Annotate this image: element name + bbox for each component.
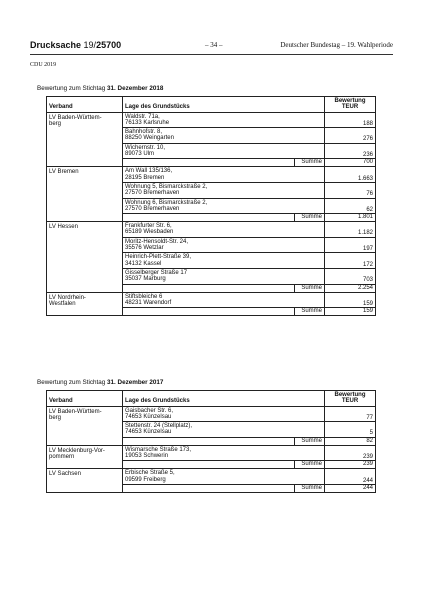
summe-label: Summe (295, 461, 325, 469)
property-row (47, 406, 376, 422)
location-cell: Am Wall 135/136, 28195 Bremen (123, 167, 325, 183)
summe-label: Summe (295, 214, 325, 222)
section-label: CDU 2019 (30, 62, 57, 68)
summe-label: Summe (295, 437, 325, 445)
col-verband: Verband (47, 391, 123, 407)
verband-cell: LV Nordrhein- Westfalen (47, 292, 123, 316)
location-cell: Stiftsbleiche 6 48231 Warendorf (123, 292, 325, 308)
value-cell: 1.663 (325, 167, 376, 183)
location-cell: Wohnung 5, Bismarckstraße 2, 27570 Bremerhaven (123, 182, 325, 198)
location-cell: Heinrich-Plett-Straße 39, 34132 Kassel (123, 253, 325, 269)
value-cell: 244 (325, 469, 376, 485)
property-row (47, 222, 376, 238)
value-cell: 172 (325, 253, 376, 269)
location-cell: Waldstr. 71a, 76133 Karlsruhe (123, 112, 325, 128)
property-row (47, 469, 376, 485)
location-cell: Erbische Straße 5, 09599 Freiberg (123, 469, 325, 485)
col-bewertung: Bewertung TEUR (325, 97, 376, 113)
page-number: – 34 – (205, 41, 223, 49)
verband-cell: LV Baden-Württem- berg (47, 406, 123, 445)
value-cell: 5 (325, 422, 376, 438)
summe-value: 239 (325, 461, 376, 469)
summe-value: 159 (325, 308, 376, 316)
value-cell: 197 (325, 237, 376, 253)
parliament-period: Deutscher Bundestag – 19. Wahlperiode (280, 41, 393, 49)
property-row (47, 112, 376, 128)
location-cell: Frankfurter Str. 6, 65189 Wiesbaden (123, 222, 325, 238)
summe-label: Summe (295, 284, 325, 292)
col-verband: Verband (47, 97, 123, 113)
location-cell: Stettenstr. 24 (Stellplatz), 74653 Künzelsau (123, 422, 325, 438)
header-row (47, 391, 376, 407)
verband-cell: LV Hessen (47, 222, 123, 292)
summe-value: 1.801 (325, 214, 376, 222)
location-cell: Gisselberger Straße 17 35037 Marburg (123, 268, 325, 284)
value-cell: 703 (325, 268, 376, 284)
summe-label: Summe (295, 308, 325, 316)
location-cell: Wichernstr. 10, 89073 Ulm (123, 143, 325, 159)
drucksache-number: Drucksache 19/25700 (30, 40, 122, 50)
property-row (47, 292, 376, 308)
location-cell: Wohnung 6, Bismarckstraße 2, 27570 Bremerhaven (123, 198, 325, 214)
summe-value: 2.254 (325, 284, 376, 292)
verband-cell: LV Sachsen (47, 469, 123, 493)
header-row (47, 97, 376, 113)
col-lage: Lage des Grundstücks (123, 391, 325, 407)
value-cell: 76 (325, 182, 376, 198)
summe-label: Summe (295, 484, 325, 492)
location-cell: Wismarsche Straße 173, 19053 Schwerin (123, 445, 325, 461)
table2-caption: Bewertung zum Stichtag 31. Dezember 2017 (37, 379, 164, 386)
verband-cell: LV Bremen (47, 167, 123, 222)
valuation-table-2018 (46, 96, 376, 316)
col-bewertung: Bewertung TEUR (325, 391, 376, 407)
value-cell: 62 (325, 198, 376, 214)
location-cell: Moritz-Hensoldt-Str. 24, 35576 Wetzlar (123, 237, 325, 253)
property-row (47, 167, 376, 183)
location-cell: Bahnhofstr. 8, 88250 Weingarten (123, 128, 325, 144)
value-cell: 77 (325, 406, 376, 422)
summe-value: 244 (325, 484, 376, 492)
value-cell: 236 (325, 143, 376, 159)
page-header (30, 40, 393, 55)
value-cell: 239 (325, 445, 376, 461)
verband-cell: LV Baden-Württem- berg (47, 112, 123, 167)
col-lage: Lage des Grundstücks (123, 97, 325, 113)
value-cell: 188 (325, 112, 376, 128)
value-cell: 159 (325, 292, 376, 308)
location-cell: Gaisbacher Str. 6, 74653 Künzelsau (123, 406, 325, 422)
verband-cell: LV Mecklenburg-Vor- pommern (47, 445, 123, 469)
value-cell: 276 (325, 128, 376, 144)
summe-label: Summe (295, 159, 325, 167)
summe-value: 700 (325, 159, 376, 167)
summe-value: 82 (325, 437, 376, 445)
valuation-table-2017 (46, 390, 376, 493)
value-cell: 1.182 (325, 222, 376, 238)
table1-caption: Bewertung zum Stichtag 31. Dezember 2018 (37, 85, 164, 92)
property-row (47, 445, 376, 461)
